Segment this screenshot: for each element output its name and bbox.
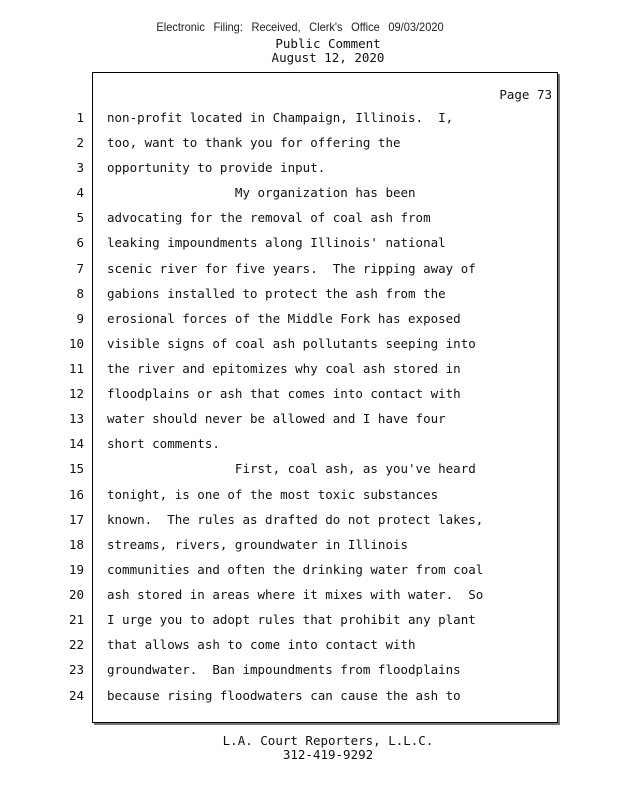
page-number: Page 73 [499,87,552,102]
line-number: 14 [68,436,84,451]
line-number: 6 [76,235,84,250]
footer-phone: 312-419-9292 [282,747,374,762]
line-number: 5 [76,210,84,225]
transcript-line: ash stored in areas where it mixes with water. So [107,587,484,602]
line-number: 12 [68,386,84,401]
transcript-line: opportunity to provide input. [107,160,326,175]
transcript-line: floodplains or ash that comes into contact with [107,386,461,401]
line-number: 18 [68,537,84,552]
footer-company: L.A. Court Reporters, L.L.C. [222,733,434,748]
line-number: 2 [76,135,84,150]
transcript-line: because rising floodwaters can cause the ash to [107,688,461,703]
transcript-line: scenic river for five years. The ripping away of [107,261,476,276]
line-number: 19 [68,562,84,577]
transcript-line: erosional forces of the Middle Fork has exposed [107,311,461,326]
transcript-line: tonight, is one of the most toxic substances [107,487,439,502]
transcript-line: leaking impoundments along Illinois' national [107,235,446,250]
transcript-line: I urge you to adopt rules that prohibit any plant [107,612,476,627]
transcript-line: advocating for the removal of coal ash from [107,210,431,225]
transcript-line: groundwater. Ban impoundments from floodplains [107,662,461,677]
transcript-line: the river and epitomizes why coal ash stored in [107,361,461,376]
document-title: Public Comment [275,36,381,51]
line-number: 1 [76,110,84,125]
transcript-line: too, want to thank you for offering the [107,135,401,150]
transcript-line: My organization has been [107,185,416,200]
line-number: 11 [68,361,84,376]
line-number: 7 [76,261,84,276]
line-number: 22 [68,637,84,652]
transcript-line: visible signs of coal ash pollutants seeping into [107,336,476,351]
line-number: 3 [76,160,84,175]
line-number: 4 [76,185,84,200]
line-number: 8 [76,286,84,301]
transcript-line: gabions installed to protect the ash from the [107,286,446,301]
line-number: 10 [68,336,84,351]
transcript-line: non-profit located in Champaign, Illinois. I, [107,110,454,125]
line-number: 16 [68,487,84,502]
transcript-line: that allows ash to come into contact with [107,637,416,652]
transcript-line: First, coal ash, as you've heard [107,461,476,476]
line-number: 9 [76,311,84,326]
filing-stamp: Electronic Filing: Received, Clerk's Office 09/03/2020 [156,20,444,34]
line-number: 24 [68,688,84,703]
transcript-line: known. The rules as drafted do not protect lakes, [107,512,484,527]
transcript-line: short comments. [107,436,220,451]
document-date: August 12, 2020 [271,50,385,65]
transcript-line: streams, rivers, groundwater in Illinois [107,537,409,552]
line-number: 15 [68,461,84,476]
line-number: 13 [68,411,84,426]
transcript-line: water should never be allowed and I have four [107,411,446,426]
transcript-line: communities and often the drinking water from coal [107,562,484,577]
line-number: 17 [68,512,84,527]
line-number: 21 [68,612,84,627]
line-number: 20 [68,587,84,602]
line-number: 23 [68,662,84,677]
